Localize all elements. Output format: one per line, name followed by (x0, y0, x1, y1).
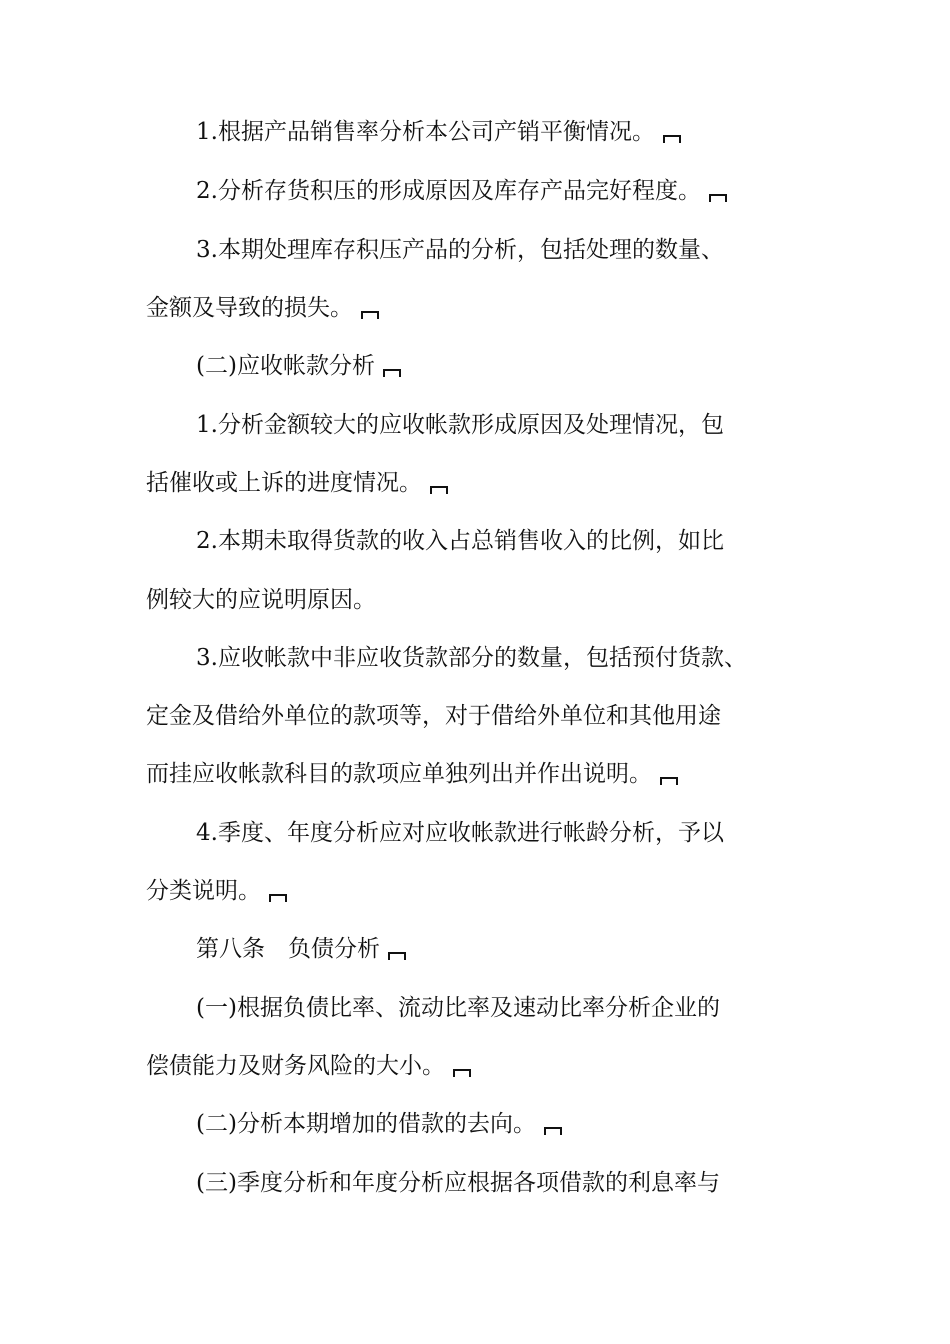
text-line: 分类说明。 (146, 876, 287, 906)
paragraph-mark-icon (453, 1069, 471, 1077)
text-line: 4.季度、年度分析应对应收帐款进行帐龄分析，予以 (196, 820, 724, 846)
text-line: 1.分析金额较大的应收帐款形成原因及处理情况，包 (196, 412, 724, 438)
paragraph-mark-icon (361, 311, 379, 319)
paragraph-mark-icon (383, 369, 401, 377)
text-line: 2.本期未取得货款的收入占总销售收入的比例，如比 (196, 528, 724, 554)
text-line: 偿债能力及财务风险的大小。 (146, 1051, 471, 1081)
text-line: (二)分析本期增加的借款的去向。 (196, 1109, 562, 1139)
paragraph-mark-icon (709, 194, 727, 202)
text-line: 金额及导致的损失。 (146, 293, 379, 323)
text-line: 2.分析存货积压的形成原因及库存产品完好程度。 (196, 176, 727, 206)
paragraph-mark-icon (269, 894, 287, 902)
text-line: 3.本期处理库存积压产品的分析，包括处理的数量、 (196, 237, 724, 263)
paragraph-mark-icon (430, 486, 448, 494)
text-line: 1.根据产品销售率分析本公司产销平衡情况。 (196, 117, 681, 147)
text-line: (一)根据负债比率、流动比率及速动比率分析企业的 (196, 995, 720, 1021)
text-line: 例较大的应说明原因。 (146, 587, 376, 613)
paragraph-mark-icon (388, 952, 406, 960)
text-line: 括催收或上诉的进度情况。 (146, 468, 448, 498)
paragraph-mark-icon (663, 135, 681, 143)
paragraph-mark-icon (660, 777, 678, 785)
section-heading: (二)应收帐款分析 (196, 351, 401, 381)
paragraph-mark-icon (544, 1127, 562, 1135)
text-line: 而挂应收帐款科目的款项应单独列出并作出说明。 (146, 759, 678, 789)
text-line: 定金及借给外单位的款项等，对于借给外单位和其他用途 (146, 703, 721, 729)
text-line: (三)季度分析和年度分析应根据各项借款的利息率与 (196, 1170, 720, 1196)
article-heading: 第八条 负债分析 (196, 934, 406, 964)
text-line: 3.应收帐款中非应收货款部分的数量，包括预付货款、 (196, 645, 747, 671)
